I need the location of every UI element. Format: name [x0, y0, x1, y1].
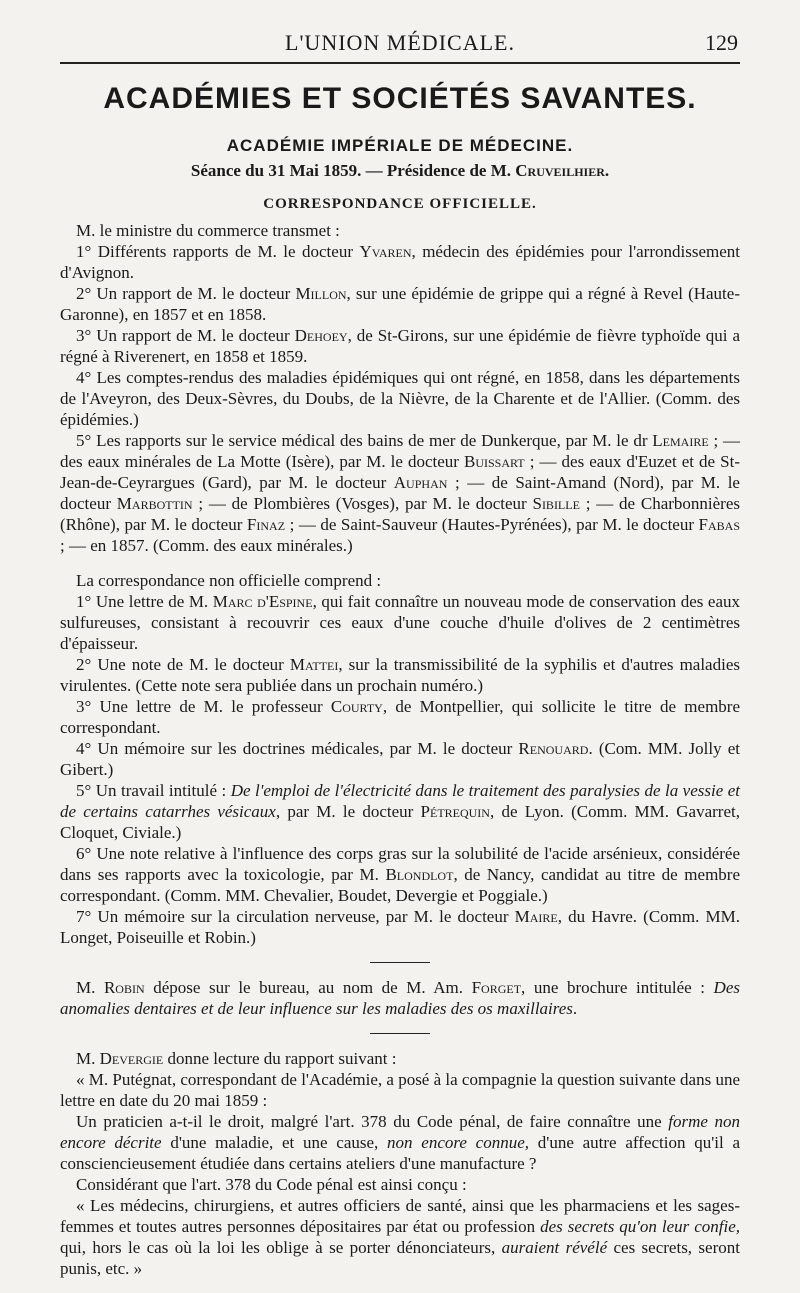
paragraph-item-3 — [60, 325, 740, 367]
text: 2° Une note de M. le docteur — [76, 655, 290, 674]
text: ; — des eaux minérales de La Motte (Isère), par M. le docteur — [60, 431, 740, 471]
person-name: Renouard — [518, 739, 589, 758]
text: ; — en 1857. (Comm. des eaux minérales.) — [60, 536, 353, 555]
text: . — [572, 999, 578, 1018]
person-name: Courty — [330, 697, 383, 716]
text: , une brochure intitulée : — [521, 978, 714, 997]
text: ; — de Saint-Sauveur (Hautes-Pyrénées), par M. le docteur — [285, 515, 699, 534]
academy-title: ACADÉMIE IMPÉRIALE DE MÉDECINE. — [226, 136, 574, 155]
president-name: Cruveilhier — [515, 161, 605, 180]
text: 5° Les rapports sur le service médical des bains de mer de Dunkerque, par M. le dr — [76, 431, 653, 450]
emphasis: auraient révélé — [501, 1238, 608, 1257]
person-name: Lemaire — [652, 431, 709, 450]
person-name: Blondlot — [385, 865, 454, 884]
person-name: Yvaren — [359, 242, 412, 261]
paragraph-nonofficial: La correspondance non officielle comprend : — [76, 571, 382, 590]
text: , qui fait connaître un nouveau mode de conservation des eaux sulfureuses, consistant à recouvrir ces eaux d'une couche d'huile d'olives de 2 centimètres d'épaisseur. — [60, 592, 741, 653]
person-name: Robin — [103, 978, 145, 997]
paragraph-nonofficial-1 — [60, 591, 740, 654]
paragraph-nonofficial-6 — [60, 843, 740, 906]
article-body — [60, 220, 740, 1279]
text: 3° Une lettre de M. le professeur — [76, 697, 331, 716]
text: 7° Un mémoire sur la circulation nerveuse, par M. le docteur — [76, 907, 515, 926]
work-title: De l'emploi de l'électricité dans le traitement des paralysies de la vessie et de certains catarrhes vésicaux — [60, 781, 740, 821]
text: , de Nancy, candidat au titre de membre correspondant. (Comm. MM. Chevalier, Boudet, Devergie et Poggiale.) — [60, 865, 740, 905]
text: , médecin des épidémies pour l'arrondissement d'Avignon. — [60, 242, 740, 282]
person-name: Buissart — [464, 452, 525, 471]
paragraph-nonofficial-2 — [60, 654, 740, 696]
journal-title: L'UNION MÉDICALE. — [285, 30, 515, 55]
text: ces secrets, seront punis, etc. » — [60, 1238, 740, 1278]
text: , de Montpellier, qui sollicite le titre de membre correspondant. — [60, 697, 740, 737]
text: 2° Un rapport de M. le docteur — [76, 284, 296, 303]
text: donne lecture du rapport suivant : — [163, 1049, 397, 1068]
text: 5° Un travail intitulé : — [76, 781, 231, 800]
text: Un praticien a-t-il le droit, malgré l'art. 378 du Code pénal, de faire connaître une — [76, 1112, 669, 1131]
person-name: Auphan — [393, 473, 448, 492]
emphasis: forme non encore décrite — [60, 1112, 740, 1152]
paragraph-item-2 — [60, 283, 740, 325]
text: d'une maladie, et une cause, — [161, 1133, 388, 1152]
text: d'une autre affection qu'il a consciencieusement étudiée dans certains ateliers d'une manufacture ? — [60, 1133, 740, 1173]
text: dépose sur le bureau, au nom de M. Am. — [144, 978, 472, 997]
text: « Les médecins, chirurgiens, et autres officiers de santé, ainsi que les pharmaciens et les sages-femmes et toutes autres personnes dépositaires par état ou profession — [60, 1196, 740, 1236]
text: 6° Une note relative à l'influence des corps gras sur la solubilité de l'acide arsénieux, considérée dans ses rapports avec la toxicologie, par M. — [60, 844, 740, 884]
paragraph-item-1 — [60, 241, 740, 283]
text: , du Havre. (Comm. MM. Longet, Poiseuille et Robin.) — [60, 907, 740, 947]
section-title: ACADÉMIES ET SOCIÉTÉS SAVANTES. — [103, 82, 697, 115]
person-name: Marbottin — [116, 494, 193, 513]
person-name: Fabas — [698, 515, 740, 534]
text: M. — [76, 1049, 100, 1068]
person-name: Sibille — [532, 494, 580, 513]
work-title: Des anomalies dentaires et de leur influence sur les maladies des os maxillaires — [60, 978, 740, 1018]
text: 3° Un rapport de M. le docteur — [76, 326, 295, 345]
paragraph-report-1: « M. Putégnat, correspondant de l'Académie, a posé à la compagnie la question suivante dans une lettre en date du 20 mai 1859 : — [60, 1070, 740, 1110]
seance-prefix: Séance du 31 Mai 1859. — Présidence de M. — [190, 161, 516, 180]
person-name: Devergie — [99, 1049, 164, 1068]
text: 1° Différents rapports de M. le docteur — [76, 242, 360, 261]
text: . (Com. MM. Jolly et Gibert.) — [60, 739, 740, 779]
text: ; — des eaux d'Euzet et de St-Jean-de-Ceyrargues (Gard), par M. le docteur — [60, 452, 741, 492]
paragraph-nonofficial-5 — [60, 780, 740, 843]
person-name: Millon — [295, 284, 347, 303]
paragraph-intro: M. le ministre du commerce transmet : — [76, 221, 340, 240]
text: , sur la transmissibilité de la syphilis et d'autres maladies virulentes. (Cette note sera publiée dans un prochain numéro.) — [60, 655, 740, 695]
text: , de St-Girons, sur une épidémie de fièvre typhoïde qui a régné à Riverenert, en 1858 et 1859. — [60, 326, 740, 366]
text: 1° Une lettre de M. — [76, 592, 213, 611]
text: M. — [76, 978, 104, 997]
text: , sur une épidémie de grippe qui a régné à Revel (Haute-Garonne), en 1857 et en 1858. — [60, 284, 740, 324]
paragraph-item-5 — [60, 430, 740, 556]
seance-suffix: . — [604, 161, 610, 180]
paragraph-nonofficial-7 — [60, 906, 740, 948]
paragraph-nonofficial-3 — [60, 696, 740, 738]
paragraph-robin — [60, 977, 740, 1019]
paragraph-nonofficial-4 — [60, 738, 740, 780]
person-name: Dehoey — [294, 326, 348, 345]
correspondence-heading: CORRESPONDANCE OFFICIELLE. — [263, 196, 537, 212]
emphasis: non encore connue, — [387, 1133, 530, 1152]
paragraph-report-2 — [60, 1111, 740, 1174]
text: ; — de Saint-Amand (Nord), par M. le docteur — [60, 473, 740, 513]
separator-rule — [370, 1033, 430, 1034]
text: qui, hors le cas où la loi les oblige à se porter dénonciateurs, — [60, 1238, 502, 1257]
text: 4° Un mémoire sur les doctrines médicales, par M. le docteur — [76, 739, 519, 758]
person-name: Maire — [514, 907, 558, 926]
running-header — [60, 28, 740, 64]
text: ; — de Plombières (Vosges), par M. le docteur — [192, 494, 533, 513]
person-name: Finaz — [246, 515, 286, 534]
paragraph-item-4: 4° Les comptes-rendus des maladies épidémiques qui ont régné, en 1858, dans les départements de l'Aveyron, des Deux-Sèvres, du Doubs, de la Nièvre, de la Charente et de l'Allier. (Comm. des épidémies.) — [60, 368, 740, 429]
person-name: Pétrequin — [420, 802, 490, 821]
person-name: Mattei — [289, 655, 339, 674]
text: ; — de Charbonnières (Rhône), par M. le docteur — [60, 494, 741, 534]
text: , par M. le docteur — [275, 802, 421, 821]
emphasis: des secrets qu'on leur confie, — [540, 1217, 741, 1236]
paragraph-report-4 — [60, 1195, 740, 1279]
paragraph-devergie — [60, 1048, 740, 1069]
page-number: 129 — [705, 30, 738, 55]
separator-rule — [370, 962, 430, 963]
person-name: Forget — [471, 978, 522, 997]
person-name: Marc d'Espine — [212, 592, 313, 611]
text: , de Lyon. (Comm. MM. Gavarret, Cloquet, Civiale.) — [60, 802, 740, 842]
seance-line — [60, 161, 740, 181]
paragraph-report-3: Considérant que l'art. 378 du Code pénal est ainsi conçu : — [76, 1175, 467, 1194]
